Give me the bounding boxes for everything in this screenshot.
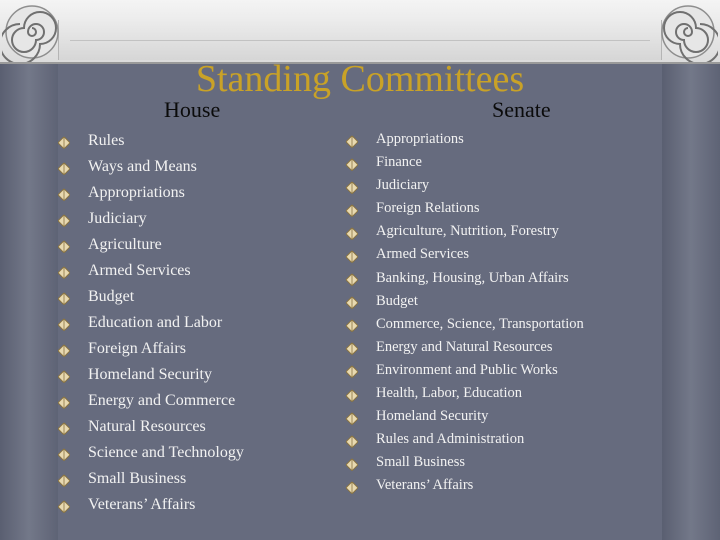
- slide-title: Standing Committees: [195, 58, 525, 100]
- senate-item-label: Foreign Relations: [376, 200, 480, 217]
- list-item: [58, 310, 244, 336]
- list-item: [58, 466, 244, 492]
- house-item-label: Small Business: [88, 470, 187, 487]
- list-item: [58, 440, 244, 466]
- list-item: [58, 492, 244, 518]
- senate-item-label: Budget: [376, 292, 418, 309]
- diamond-bullet-icon: [58, 397, 70, 409]
- house-item-label: Budget: [88, 288, 135, 305]
- senate-item-label: Health, Labor, Education: [376, 385, 522, 402]
- senate-item-label: Agriculture, Nutrition, Forestry: [376, 223, 559, 240]
- diamond-bullet-icon: [346, 412, 358, 424]
- left-volute-icon: [2, 2, 62, 62]
- diamond-bullet-icon: [58, 475, 70, 487]
- diamond-bullet-icon: [58, 449, 70, 461]
- house-item-label: Natural Resources: [88, 418, 206, 435]
- diamond-bullet-icon: [346, 459, 358, 471]
- right-column-pillar: [662, 60, 720, 540]
- diamond-bullet-icon: [346, 158, 358, 170]
- list-item: [346, 197, 584, 220]
- diamond-bullet-icon: [346, 228, 358, 240]
- diamond-bullet-icon: [346, 205, 358, 217]
- senate-item-label: Environment and Public Works: [376, 361, 558, 378]
- diamond-bullet-icon: [58, 293, 70, 305]
- list-item: [58, 336, 244, 362]
- diamond-bullet-icon: [58, 423, 70, 435]
- list-item: [346, 405, 584, 428]
- senate-item-label: Veterans’ Affairs: [376, 477, 474, 494]
- house-item-label: Homeland Security: [88, 366, 212, 383]
- house-item-label: Foreign Affairs: [88, 340, 186, 357]
- list-item: [346, 359, 584, 382]
- diamond-bullet-icon: [58, 319, 70, 331]
- senate-item-label: Energy and Natural Resources: [376, 338, 553, 355]
- senate-item-label: Banking, Housing, Urban Affairs: [376, 269, 569, 286]
- senate-item-label: Judiciary: [376, 177, 430, 194]
- diamond-bullet-icon: [58, 137, 70, 149]
- list-item: [58, 284, 244, 310]
- diamond-bullet-icon: [58, 267, 70, 279]
- diamond-bullet-icon: [346, 366, 358, 378]
- house-item-label: Education and Labor: [88, 314, 223, 331]
- house-item-label: Veterans’ Affairs: [88, 496, 196, 513]
- house-item-label: Appropriations: [88, 184, 185, 201]
- house-item-label: Armed Services: [88, 262, 191, 279]
- diamond-bullet-icon: [58, 241, 70, 253]
- list-item: [346, 151, 584, 174]
- diamond-bullet-icon: [346, 389, 358, 401]
- diamond-bullet-icon: [58, 501, 70, 513]
- diamond-bullet-icon: [346, 482, 358, 494]
- diamond-bullet-icon: [346, 135, 358, 147]
- right-volute-icon: [658, 2, 718, 62]
- list-item: [346, 313, 584, 336]
- list-item: [346, 267, 584, 290]
- diamond-bullet-icon: [346, 436, 358, 448]
- senate-committee-list: [346, 128, 584, 498]
- list-item: [58, 388, 244, 414]
- senate-item-label: Commerce, Science, Transportation: [376, 315, 584, 332]
- list-item: [58, 206, 244, 232]
- list-item: [346, 382, 584, 405]
- list-item: [346, 428, 584, 451]
- house-item-label: Ways and Means: [88, 158, 197, 175]
- diamond-bullet-icon: [346, 297, 358, 309]
- diamond-bullet-icon: [346, 274, 358, 286]
- diamond-bullet-icon: [58, 163, 70, 175]
- senate-item-label: Small Business: [376, 454, 466, 471]
- list-item: [346, 174, 584, 197]
- list-item: [58, 180, 244, 206]
- list-item: [58, 362, 244, 388]
- senate-item-label: Finance: [376, 154, 422, 171]
- senate-item-label: Homeland Security: [376, 408, 489, 425]
- diamond-bullet-icon: [58, 345, 70, 357]
- senate-item-label: Rules and Administration: [376, 431, 525, 448]
- list-item: [346, 336, 584, 359]
- house-committee-list: [58, 128, 244, 518]
- diamond-bullet-icon: [58, 371, 70, 383]
- house-item-label: Judiciary: [88, 210, 147, 227]
- diamond-bullet-icon: [346, 343, 358, 355]
- list-item: [346, 128, 584, 151]
- list-item: [58, 154, 244, 180]
- list-item: [346, 243, 584, 266]
- list-item: [58, 232, 244, 258]
- senate-item-label: Appropriations: [376, 131, 464, 147]
- diamond-bullet-icon: [346, 251, 358, 263]
- house-item-label: Agriculture: [88, 236, 162, 253]
- column-capital: [0, 0, 720, 64]
- list-item: [346, 474, 584, 497]
- senate-heading: Senate: [492, 97, 551, 122]
- list-item: [346, 451, 584, 474]
- list-item: [346, 290, 584, 313]
- list-item: [58, 128, 244, 154]
- diamond-bullet-icon: [346, 182, 358, 194]
- left-column-pillar: [0, 60, 58, 540]
- list-item: [58, 414, 244, 440]
- list-item: [58, 258, 244, 284]
- diamond-bullet-icon: [346, 320, 358, 332]
- senate-item-label: Armed Services: [376, 246, 470, 263]
- capital-divider: [70, 40, 650, 41]
- diamond-bullet-icon: [58, 215, 70, 227]
- house-item-label: Rules: [88, 132, 125, 149]
- diamond-bullet-icon: [58, 189, 70, 201]
- house-item-label: Energy and Commerce: [88, 392, 236, 409]
- house-item-label: Science and Technology: [88, 444, 244, 461]
- list-item: [346, 220, 584, 243]
- house-heading: House: [164, 97, 221, 122]
